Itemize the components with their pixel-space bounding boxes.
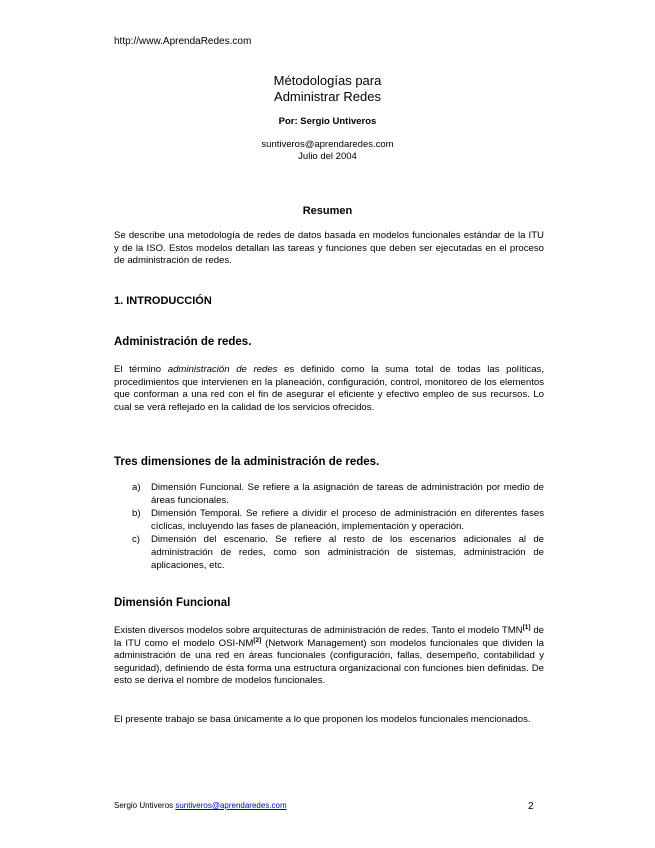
list-item <box>114 482 544 507</box>
admin-heading: Administración de redes. <box>114 336 252 348</box>
list-item-text: Dimensión Funcional. Se refiere a la asignación de tareas de administración por medio de áreas funcionales. <box>151 482 544 506</box>
footnote-ref-1: [1] <box>522 623 531 631</box>
tres-dimensiones-heading: Tres dimensiones de la administración de redes. <box>114 456 380 468</box>
funcional-text-b: de la ITU como el modelo OSI-NM <box>114 625 544 649</box>
footnote-ref-2: [2] <box>253 636 262 644</box>
publication-date: Julio del 2004 <box>298 151 357 162</box>
admin-text-pre: El término <box>114 364 168 375</box>
resumen-heading: Resumen <box>302 205 353 217</box>
list-item-text: Dimensión del escenario. Se refiere al resto de los escenarios adicionales al de administración de redes, como son administración de sistemas, administración de aplicaciones, etc. <box>151 534 544 571</box>
author-line: Por: Sergio Untiveros <box>278 116 377 127</box>
list-item <box>114 534 544 572</box>
list-item <box>114 508 544 533</box>
resumen-paragraph <box>114 230 544 268</box>
funcional-text-a: Existen diversos modelos sobre arquitecturas de administración de redes. Tanto el modelo TMN <box>114 625 523 636</box>
footer-author: Sergio Untiveros <box>114 801 176 810</box>
page-number: 2 <box>528 801 534 812</box>
section-heading-introduccion: 1. INTRODUCCIÓN <box>114 295 212 307</box>
author-email: suntiveros@aprendaredes.com <box>261 139 394 150</box>
funcional-text-c: (Network Management) son modelos funcionales que dividen la administración de una red en áreas funcionales (configuración, fallas, desempeño, contabilidad y seguridad), definiendo de ésta forma una estructura organizacional con funciones bien definidas. De esto se deriva el nombre de modelos funcionales. <box>114 637 544 687</box>
funcional-paragraph-2 <box>114 714 544 727</box>
funcional-text-2: El presente trabajo se basa únicamente a lo que proponen los modelos funcionales mencionados. <box>114 714 531 725</box>
admin-text-post: es definido como la suma total de todas las políticas, procedimientos que intervienen en la planeación, configuración, control, monitoreo de los elementos que conforman a una red con el fin de asegurar el eficiente y efectivo empleo de sus recursos. Lo cual se verá reflejado en la calidad de los servicios ofrecidos. <box>114 364 544 413</box>
list-marker: b) <box>132 508 141 520</box>
document-title-line2: Administrar Redes <box>274 89 381 104</box>
header-url: http://www.AprendaRedes.com <box>114 36 252 47</box>
footer <box>114 801 287 810</box>
funcional-paragraph-1 <box>114 625 544 688</box>
admin-term: administración de redes <box>167 364 278 375</box>
dimension-funcional-heading: Dimensión Funcional <box>114 597 231 609</box>
document-title-line1: Métodologías para <box>273 73 382 88</box>
dimensions-list <box>114 482 544 572</box>
list-marker: a) <box>132 482 141 493</box>
footer-email-link[interactable]: suntiveros@aprendaredes.com <box>175 801 287 810</box>
dimensions-list-container <box>114 482 544 573</box>
admin-paragraph <box>114 364 544 414</box>
list-item-text: Dimensión Temporal. Se refiere a dividir el proceso de administración en diferentes fases cíclicas, incluyendo las fases de planeación, implementación y operación. <box>151 508 544 532</box>
resumen-text: Se describe una metodología de redes de datos basada en modelos funcionales estándar de la ITU y de la ISO. Estos modelos detallan las tareas y funciones que deben ser ejecutadas en el proceso de administración de redes. <box>114 230 544 267</box>
list-marker: c) <box>132 534 140 546</box>
